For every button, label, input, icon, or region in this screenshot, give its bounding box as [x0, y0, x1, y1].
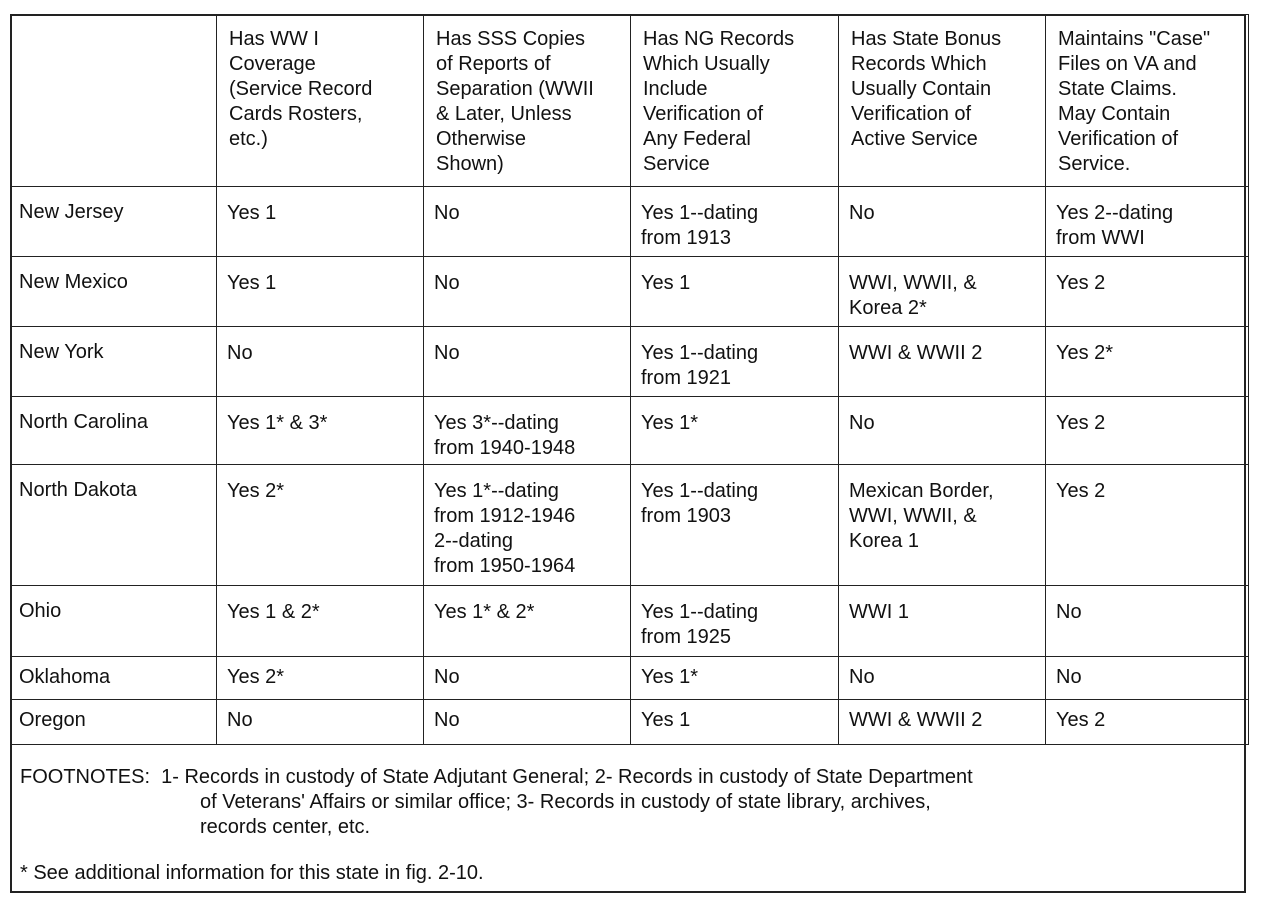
state-cell: New York — [11, 327, 217, 397]
table-row — [11, 465, 1249, 586]
state-cell: New Mexico — [11, 257, 217, 327]
table-row — [11, 397, 1249, 465]
header-cell-state — [11, 15, 217, 187]
bonus-cell: No — [839, 187, 1046, 257]
state-cell: North Dakota — [11, 465, 217, 586]
ng-cell: Yes 1 — [631, 700, 839, 745]
records-table-frame — [10, 14, 1246, 893]
table-row — [11, 257, 1249, 327]
header-cell-bonus: Has State Bonus Records Which Usually Contain Verification of Active Service — [839, 15, 1046, 187]
state-cell: New Jersey — [11, 187, 217, 257]
header-cell-ng: Has NG Records Which Usually Include Verification of Any Federal Service — [631, 15, 839, 187]
state-cell: Oklahoma — [11, 657, 217, 700]
bonus-cell: WWI, WWII, & Korea 2* — [839, 257, 1046, 327]
ng-cell: Yes 1--dating from 1925 — [631, 586, 839, 657]
ww1-cell: No — [217, 327, 424, 397]
state-cell: Oregon — [11, 700, 217, 745]
header-cell-sss: Has SSS Copies of Reports of Separation (WWII & Later, Unless Otherwise Shown) — [424, 15, 631, 187]
state-cell: North Carolina — [11, 397, 217, 465]
ww1-cell: Yes 2* — [217, 465, 424, 586]
case-cell: No — [1046, 657, 1249, 700]
ww1-cell: Yes 1 — [217, 257, 424, 327]
sss-cell: No — [424, 187, 631, 257]
ww1-cell: Yes 1 & 2* — [217, 586, 424, 657]
ng-cell: Yes 1--dating from 1913 — [631, 187, 839, 257]
table-row — [11, 187, 1249, 257]
case-cell: Yes 2 — [1046, 700, 1249, 745]
case-cell: Yes 2 — [1046, 397, 1249, 465]
footnotes-section — [12, 749, 1244, 891]
ng-cell: Yes 1* — [631, 657, 839, 700]
ww1-cell: No — [217, 700, 424, 745]
ng-cell: Yes 1--dating from 1921 — [631, 327, 839, 397]
header-cell-case: Maintains "Case" Files on VA and State Claims. May Contain Verification of Service. — [1046, 15, 1249, 187]
asterisk-note: * See additional information for this state in fig. 2-10. — [20, 862, 484, 884]
state-records-table — [10, 14, 1249, 745]
sss-cell: No — [424, 257, 631, 327]
bonus-cell: Mexican Border, WWI, WWII, & Korea 1 — [839, 465, 1046, 586]
case-cell: Yes 2* — [1046, 327, 1249, 397]
footnotes-line1: 1- Records in custody of State Adjutant General; 2- Records in custody of State Department — [161, 766, 973, 788]
footnotes-continuation: of Veterans' Affairs or similar office; 3- Records in custody of state library, archives, records center, etc. — [200, 791, 931, 838]
sss-cell: Yes 1* & 2* — [424, 586, 631, 657]
table-row — [11, 586, 1249, 657]
ww1-cell: Yes 2* — [217, 657, 424, 700]
header-cell-ww1: Has WW I Coverage (Service Record Cards Rosters, etc.) — [217, 15, 424, 187]
ng-cell: Yes 1* — [631, 397, 839, 465]
sss-cell: No — [424, 327, 631, 397]
ng-cell: Yes 1 — [631, 257, 839, 327]
ng-cell: Yes 1--dating from 1903 — [631, 465, 839, 586]
footnotes-first-line — [20, 765, 1140, 790]
sss-cell: Yes 1*--dating from 1912-1946 2--dating from 1950-1964 — [424, 465, 631, 586]
ww1-cell: Yes 1 — [217, 187, 424, 257]
bonus-cell: WWI & WWII 2 — [839, 700, 1046, 745]
case-cell: Yes 2 — [1046, 257, 1249, 327]
case-cell: No — [1046, 586, 1249, 657]
bonus-cell: No — [839, 657, 1046, 700]
ww1-cell: Yes 1* & 3* — [217, 397, 424, 465]
bonus-cell: No — [839, 397, 1046, 465]
state-cell: Ohio — [11, 586, 217, 657]
table-row — [11, 327, 1249, 397]
table-row — [11, 657, 1249, 700]
sss-cell: No — [424, 700, 631, 745]
case-cell: Yes 2--dating from WWI — [1046, 187, 1249, 257]
footnotes-label: FOOTNOTES: — [20, 766, 150, 788]
header-row — [11, 15, 1249, 187]
table-row — [11, 700, 1249, 745]
case-cell: Yes 2 — [1046, 465, 1249, 586]
bonus-cell: WWI 1 — [839, 586, 1046, 657]
sss-cell: Yes 3*--dating from 1940-1948 — [424, 397, 631, 465]
bonus-cell: WWI & WWII 2 — [839, 327, 1046, 397]
sss-cell: No — [424, 657, 631, 700]
